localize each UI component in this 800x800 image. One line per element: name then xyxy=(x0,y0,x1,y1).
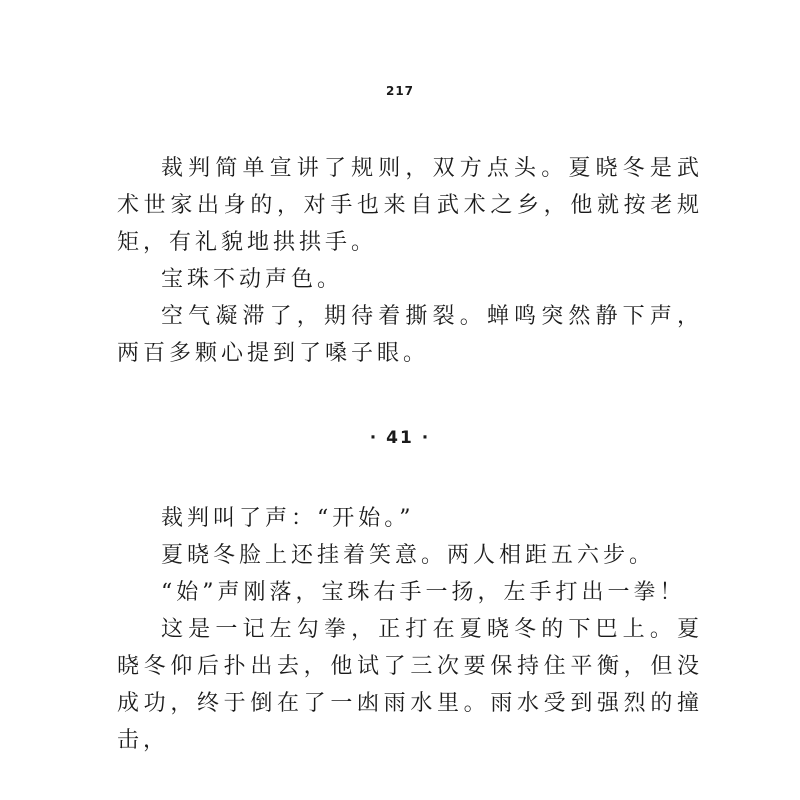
paragraph: 宝珠不动声色。 xyxy=(161,267,344,292)
paragraph: 这是一记左勾拳，正打在夏晓冬的下巴上。夏晓冬仰后扑出去，他试了三次要保持住平衡，但没成功，终于倒在了一凼雨水里。雨水受到强烈的撞击， xyxy=(117,617,703,753)
page-number: 217 xyxy=(385,84,415,98)
paragraph: “始”声刚落，宝珠右手一扬，左手打出一拳！ xyxy=(161,580,686,605)
chapter-marker: · 41 · xyxy=(369,428,431,448)
paragraph: 夏晓冬脸上还挂着笑意。两人相距五六步。 xyxy=(161,543,656,568)
text-section-before xyxy=(117,150,703,372)
paragraph: 空气凝滞了，期待着撕裂。蝉鸣突然静下声，两百多颗心提到了嗓子眼。 xyxy=(117,304,703,366)
paragraph: 裁判简单宣讲了规则，双方点头。夏晓冬是武术世家出身的，对手也来自武术之乡，他就按老规矩，有礼貌地拱拱手。 xyxy=(117,156,703,255)
paragraph: 裁判叫了声：“开始。” xyxy=(161,506,415,531)
text-section-after xyxy=(117,500,703,759)
